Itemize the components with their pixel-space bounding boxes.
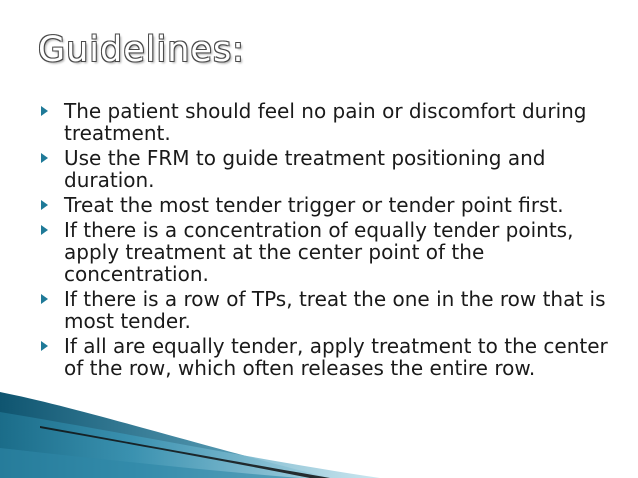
- list-item: [38, 335, 618, 379]
- triangle-bullet-icon: [41, 106, 48, 116]
- bullet-text: If there is a concentration of equally tender points, apply treatment at the center point of the concentration.: [64, 218, 574, 286]
- bullet-text: If there is a row of TPs, treat the one in the row that is most tender.: [64, 287, 606, 333]
- list-item: [38, 219, 618, 285]
- bullet-list: [38, 100, 618, 382]
- bullet-text: If all are equally tender, apply treatment to the center of the row, which often releases the entire row.: [64, 334, 608, 380]
- bullet-text: Treat the most tender trigger or tender point first.: [64, 193, 564, 217]
- bottom-swoosh-decoration: [0, 388, 638, 478]
- list-item: [38, 147, 618, 191]
- bullet-text: The patient should feel no pain or discomfort during treatment.: [64, 99, 587, 145]
- triangle-bullet-icon: [41, 294, 48, 304]
- triangle-bullet-icon: [41, 200, 48, 210]
- triangle-bullet-icon: [41, 153, 48, 163]
- slide-title: Guidelines:: [38, 30, 245, 70]
- triangle-bullet-icon: [41, 225, 48, 235]
- triangle-bullet-icon: [41, 341, 48, 351]
- list-item: [38, 194, 618, 216]
- list-item: [38, 100, 618, 144]
- bullet-text: Use the FRM to guide treatment positioning and duration.: [64, 146, 546, 192]
- list-item: [38, 288, 618, 332]
